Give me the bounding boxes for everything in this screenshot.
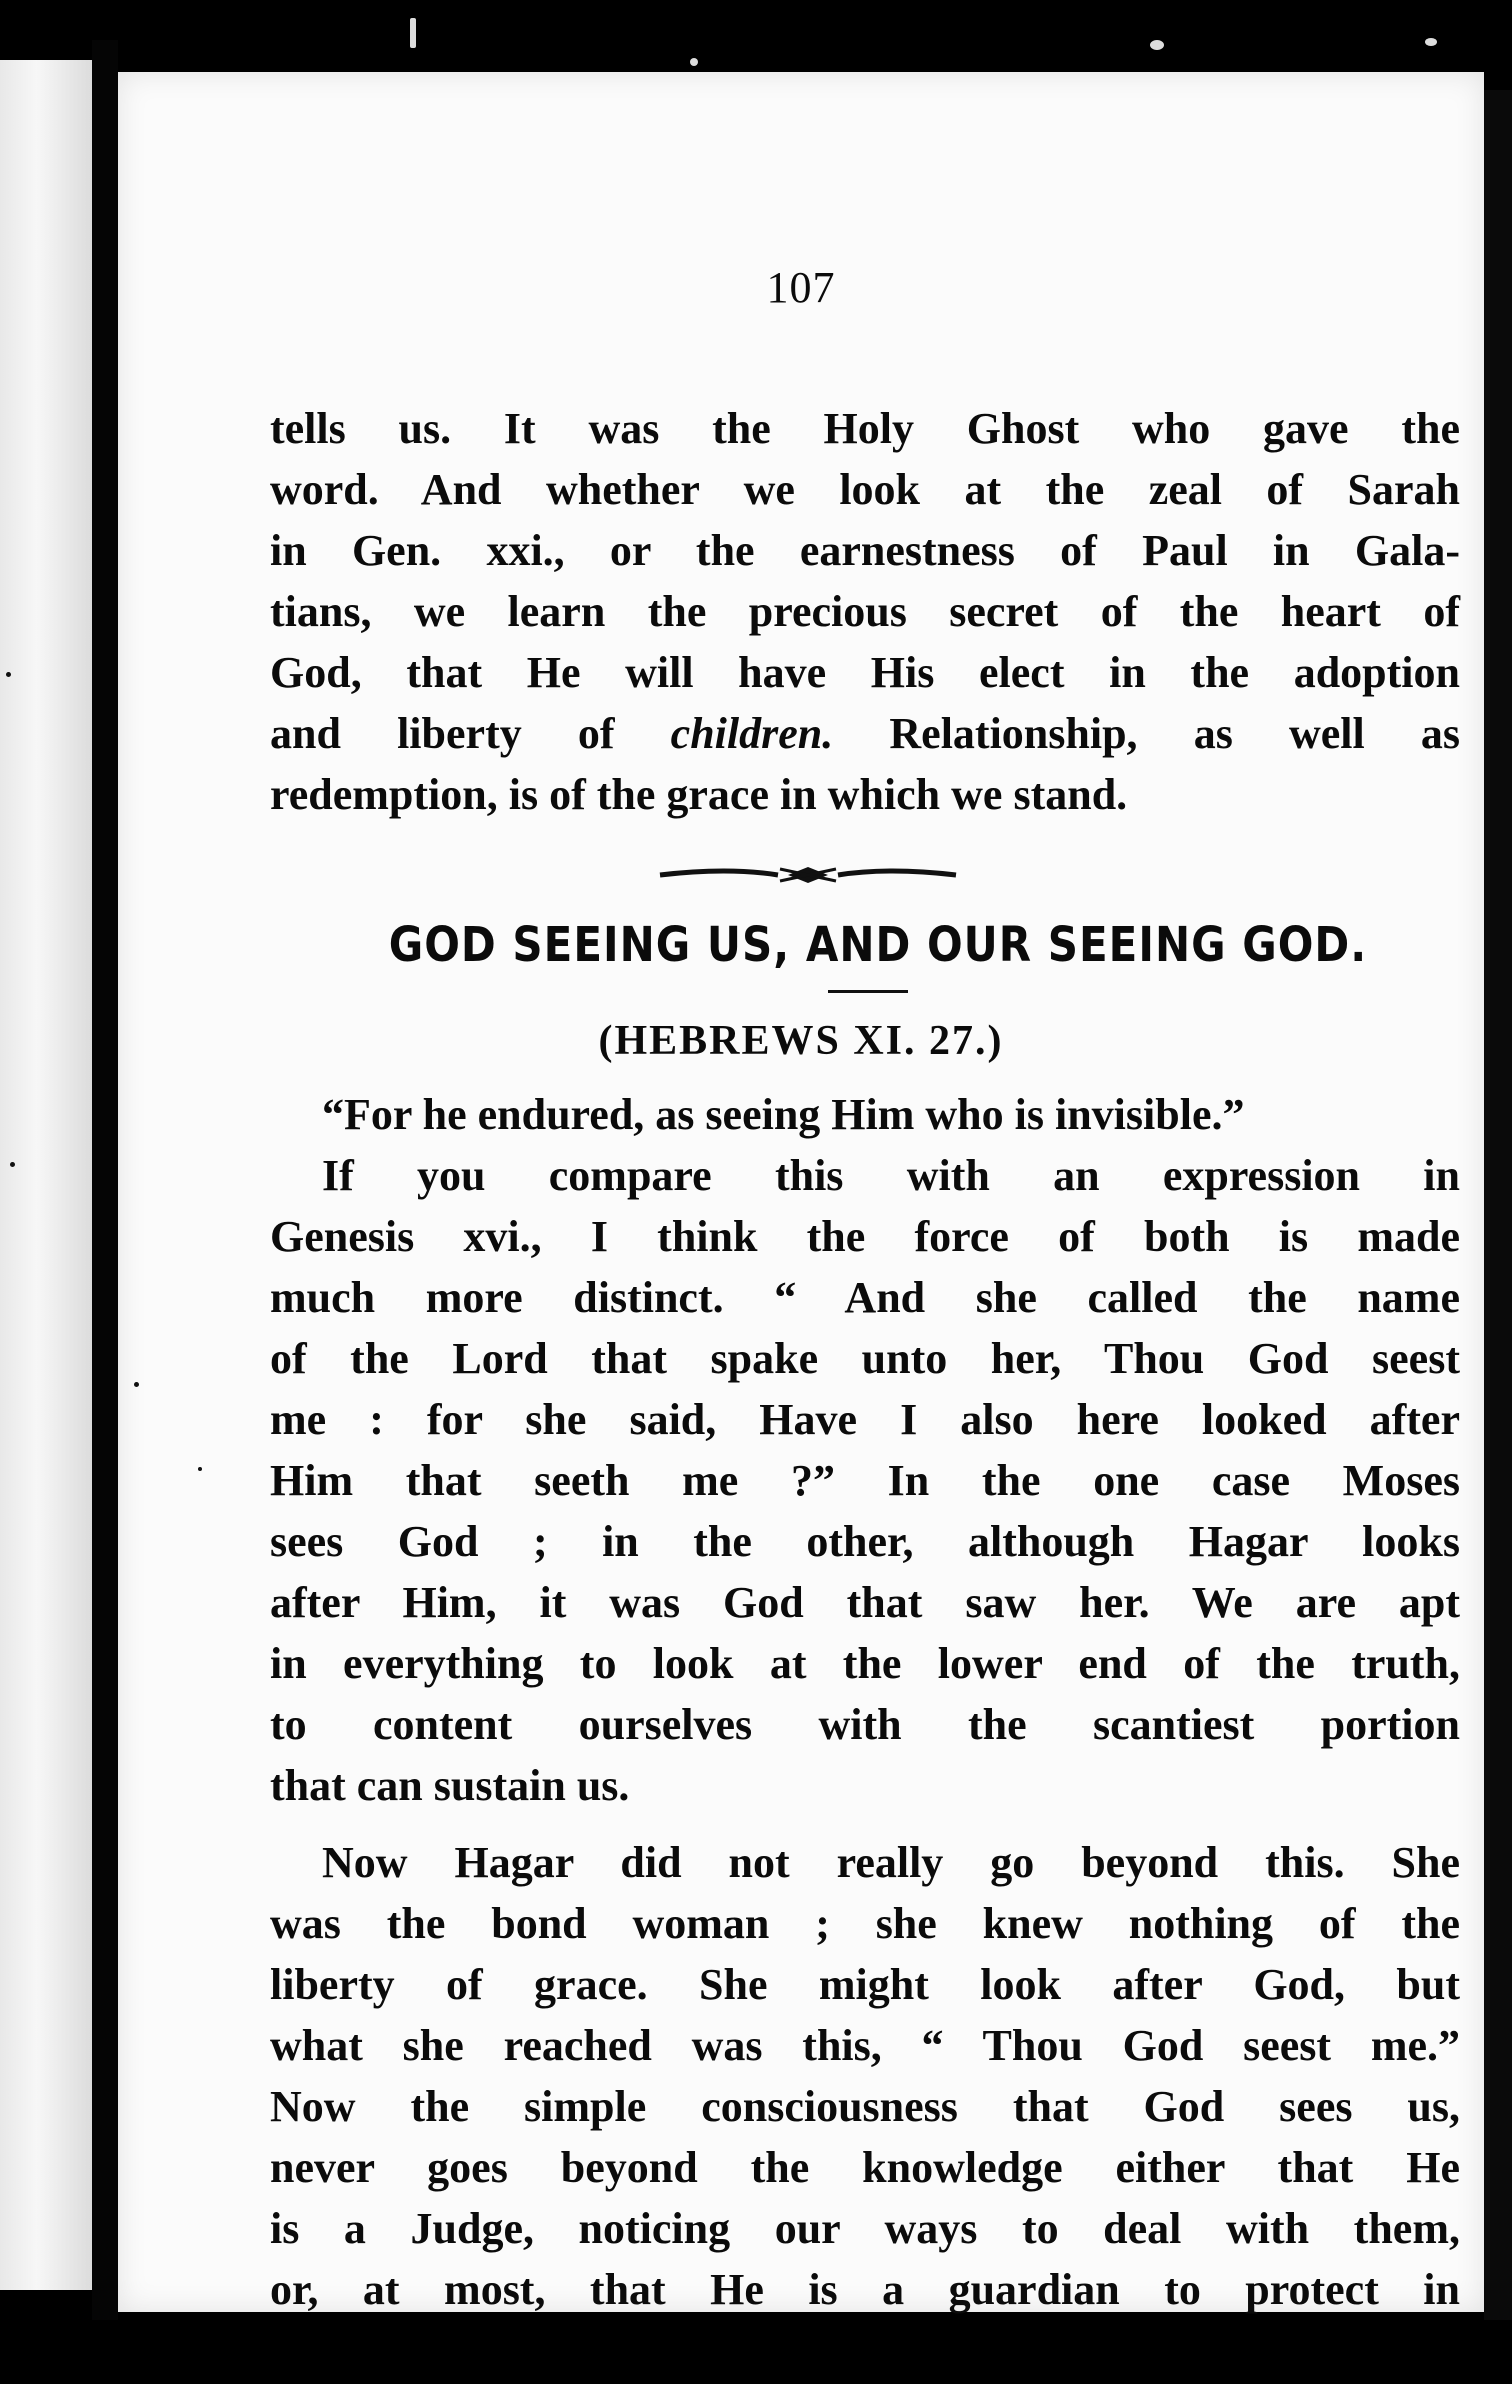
binding-gutter [92,40,118,2320]
scan-speck [410,18,416,48]
text-line: Genesis xvi., I think the force of both is made [270,1212,1460,1261]
quote-paragraph [270,1084,1460,1145]
text-line: after Him, it was God that saw her. We are apt [270,1578,1460,1627]
right-scan-border [1484,90,1512,2320]
previous-page-edge [0,60,92,2290]
text-line-with-italic: and liberty of children. Relationship, as well as [270,709,1460,758]
text-line: what she reached was this, “ Thou God seest me.” [270,2021,1460,2070]
text-line: tells us. It was the Holy Ghost who gave the [270,404,1460,453]
top-paragraph [270,398,1460,825]
text-line: to content ourselves with the scantiest portion [270,1700,1460,1749]
text-line: in Gen. xxi., or the earnestness of Paul in Gala- [270,526,1460,575]
text-line: tians, we learn the precious secret of the heart of [270,587,1460,636]
text-line: Him that seeth me ?” In the one case Moses [270,1456,1460,1505]
text-line: Now Hagar did not really go beyond this. She [322,1838,1460,1887]
text-line: sees God ; in the other, although Hagar looks [270,1517,1460,1566]
text-line: redemption, is of the grace in which we stand. [270,770,1128,819]
paragraph-two [270,1145,1460,1816]
scan-speck [10,1162,15,1167]
text-line: much more distinct. “ And she called the name [270,1273,1460,1322]
text-line: Now the simple consciousness that God sees us, [270,2082,1460,2131]
scan-speck [1425,38,1437,46]
text-line: that can sustain us. [270,1761,630,1810]
text-line: God, that He will have His elect in the adoption [270,648,1460,697]
text-line: liberty of grace. She might look after God, but [270,1960,1460,2009]
text-line: in everything to look at the lower end of the truth, [270,1639,1460,1688]
book-page [118,72,1484,2312]
text-line: of the Lord that spake unto her, Thou God seest [270,1334,1460,1383]
scan-speck [6,672,11,677]
scan-speck [690,58,698,66]
page-number: 107 [766,263,836,312]
text-line: is a Judge, noticing our ways to deal with them, [270,2204,1460,2253]
page-content [118,72,1484,2312]
paragraph-three [270,1832,1460,2320]
text-line: was the bond woman ; she knew nothing of the [270,1899,1460,1948]
text-line: me : for she said, Have I also here looked after [270,1395,1460,1444]
section-heading: GOD SEEING US, AND OUR SEEING GOD. [388,916,1368,973]
ornamental-divider [658,865,958,885]
text-line: or, at most, that He is a guardian to protect in [270,2265,1460,2314]
quote-line: “For he endured, as seeing Him who is invisible.” [322,1090,1245,1139]
reference-text: (HEBREWS XI. 27.) [598,1018,1004,1064]
text-line: If you compare this with an expression in [322,1151,1460,1200]
heading-rule [828,990,908,993]
scripture-reference [118,1017,1484,1065]
text-line: word. And whether we look at the zeal of Sarah [270,465,1460,514]
italic-emphasis: children. [670,709,834,758]
scan-speck [1150,40,1164,50]
text-line: never goes beyond the knowledge either that He [270,2143,1460,2192]
